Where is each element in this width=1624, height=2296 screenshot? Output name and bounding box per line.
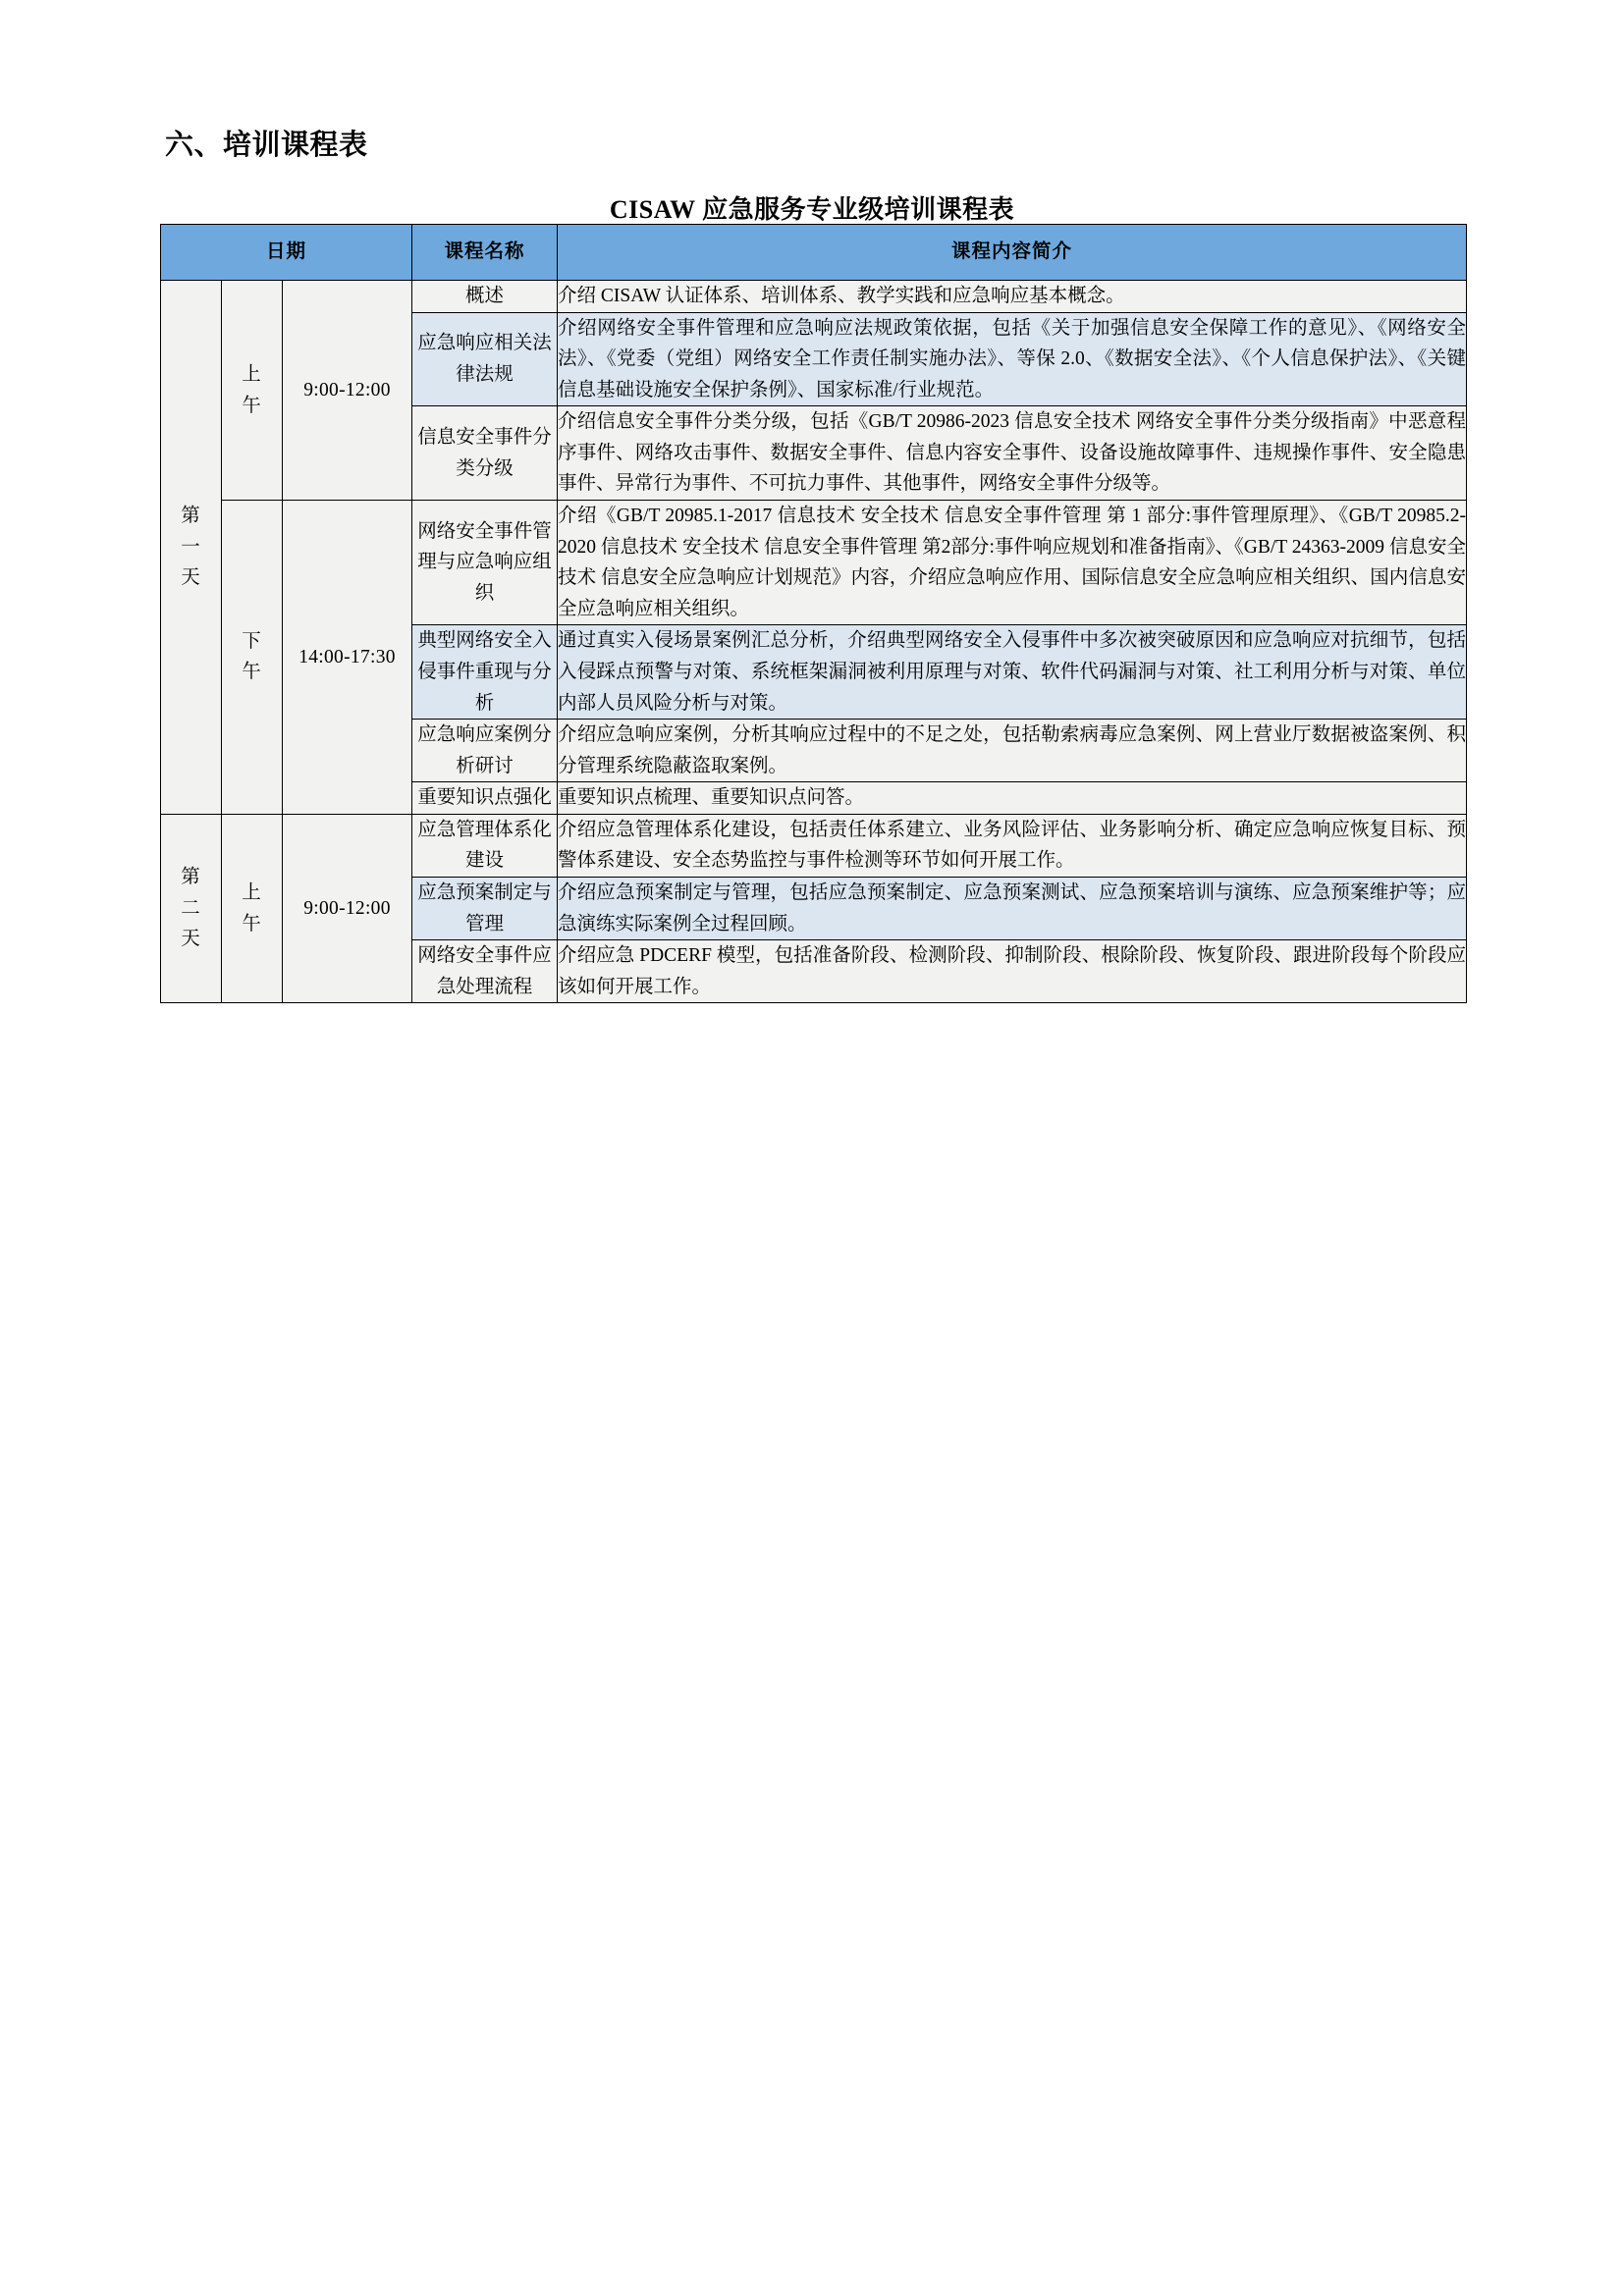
cell-desc-1: 介绍网络安全事件管理和应急响应法规政策依据，包括《关于加强信息安全保障工作的意见》、《网络安全法》、《党委（党组）网络安全工作责任制实施办法》、等保 2.0、《数据安全法》、《个人信息保护法》、《关键信息基础设施安全保护条例》、国家标准/行业规范。 — [558, 312, 1467, 406]
course-schedule-table — [160, 224, 1467, 1003]
half-label-day1-afternoon: 下午 — [242, 630, 262, 683]
cell-desc-4: 通过真实入侵场景案例汇总分析，介绍典型网络安全入侵事件中多次被突破原因和应急响应对抗细节，包括入侵踩点预警与对策、系统框架漏洞被利用原理与对策、软件代码漏洞与对策、社工利用分析与对策、单位内部人员风险分析与对策。 — [558, 625, 1467, 720]
table-row — [161, 814, 1467, 877]
header-date: 日期 — [161, 225, 412, 281]
cell-course-0: 概述 — [412, 281, 558, 313]
half-label-day1-morning: 上午 — [242, 363, 262, 416]
cell-half-day1-morning — [222, 281, 283, 501]
cell-course-4: 典型网络安全入侵事件重现与分析 — [412, 625, 558, 720]
header-course-intro: 课程内容简介 — [558, 225, 1467, 281]
cell-desc-6: 重要知识点梳理、重要知识点问答。 — [558, 782, 1467, 815]
cell-time-day1-afternoon: 14:00-17:30 — [283, 501, 412, 815]
cell-course-7: 应急管理体系化建设 — [412, 814, 558, 877]
cell-course-8: 应急预案制定与管理 — [412, 877, 558, 939]
cell-desc-8: 介绍应急预案制定与管理，包括应急预案制定、应急预案测试、应急预案培训与演练、应急预案维护等；应急演练实际案例全过程回顾。 — [558, 877, 1467, 939]
cell-desc-0: 介绍 CISAW 认证体系、培训体系、教学实践和应急响应基本概念。 — [558, 281, 1467, 313]
table-row — [161, 281, 1467, 313]
table-title: CISAW 应急服务专业级培训课程表 — [609, 195, 1015, 224]
day-label-1: 第一天 — [181, 506, 201, 589]
cell-desc-2: 介绍信息安全事件分类分级，包括《GB/T 20986-2023 信息安全技术 网络安全事件分类分级指南》中恶意程序事件、网络攻击事件、数据安全事件、信息内容安全事件、设备设施故障事件、违规操作事件、安全隐患事件、异常行为事件、不可抗力事件、其他事件，网络安全事件分级等。 — [558, 406, 1467, 501]
cell-time-day2-morning: 9:00-12:00 — [283, 814, 412, 1002]
cell-course-9: 网络安全事件应急处理流程 — [412, 940, 558, 1003]
cell-course-1: 应急响应相关法律法规 — [412, 312, 558, 406]
day-label-2: 第二天 — [181, 867, 201, 950]
cell-course-5: 应急响应案例分析研讨 — [412, 720, 558, 782]
table-row — [161, 501, 1467, 625]
cell-course-6: 重要知识点强化 — [412, 782, 558, 815]
table-body — [161, 281, 1467, 1003]
table-header — [161, 225, 1467, 281]
cell-day-1 — [161, 281, 222, 815]
table-header-row — [161, 225, 1467, 281]
cell-course-3: 网络安全事件管理与应急响应组织 — [412, 501, 558, 625]
cell-desc-7: 介绍应急管理体系化建设，包括责任体系建立、业务风险评估、业务影响分析、确定应急响应恢复目标、预警体系建设、安全态势监控与事件检测等环节如何开展工作。 — [558, 814, 1467, 877]
cell-day-2 — [161, 814, 222, 1002]
half-label-day2-morning: 上午 — [242, 881, 262, 934]
cell-course-2: 信息安全事件分类分级 — [412, 406, 558, 501]
cell-desc-3: 介绍《GB/T 20985.1-2017 信息技术 安全技术 信息安全事件管理 第 1 部分:事件管理原理》、《GB/T 20985.2-2020 信息技术 安全技术 信息安全事件管理 第2部分:事件响应规划和准备指南》、《GB/T 24363-2009 信息安全技术 信息安全应急响应计划规范》内容，介绍应急响应作用、国际信息安全应急响应相关组织、国内信息安全应急响应相关组织。 — [558, 501, 1467, 625]
cell-half-day1-afternoon — [222, 501, 283, 815]
section-heading: 六、培训课程表 — [165, 130, 368, 161]
cell-desc-9: 介绍应急 PDCERF 模型，包括准备阶段、检测阶段、抑制阶段、根除阶段、恢复阶段、跟进阶段每个阶段应该如何开展工作。 — [558, 940, 1467, 1003]
cell-desc-5: 介绍应急响应案例，分析其响应过程中的不足之处，包括勒索病毒应急案例、网上营业厅数据被盗案例、积分管理系统隐蔽盗取案例。 — [558, 720, 1467, 782]
header-course-name: 课程名称 — [412, 225, 558, 281]
course-table-container — [160, 224, 1466, 1003]
cell-half-day2-morning — [222, 814, 283, 1002]
cell-time-day1-morning: 9:00-12:00 — [283, 281, 412, 501]
